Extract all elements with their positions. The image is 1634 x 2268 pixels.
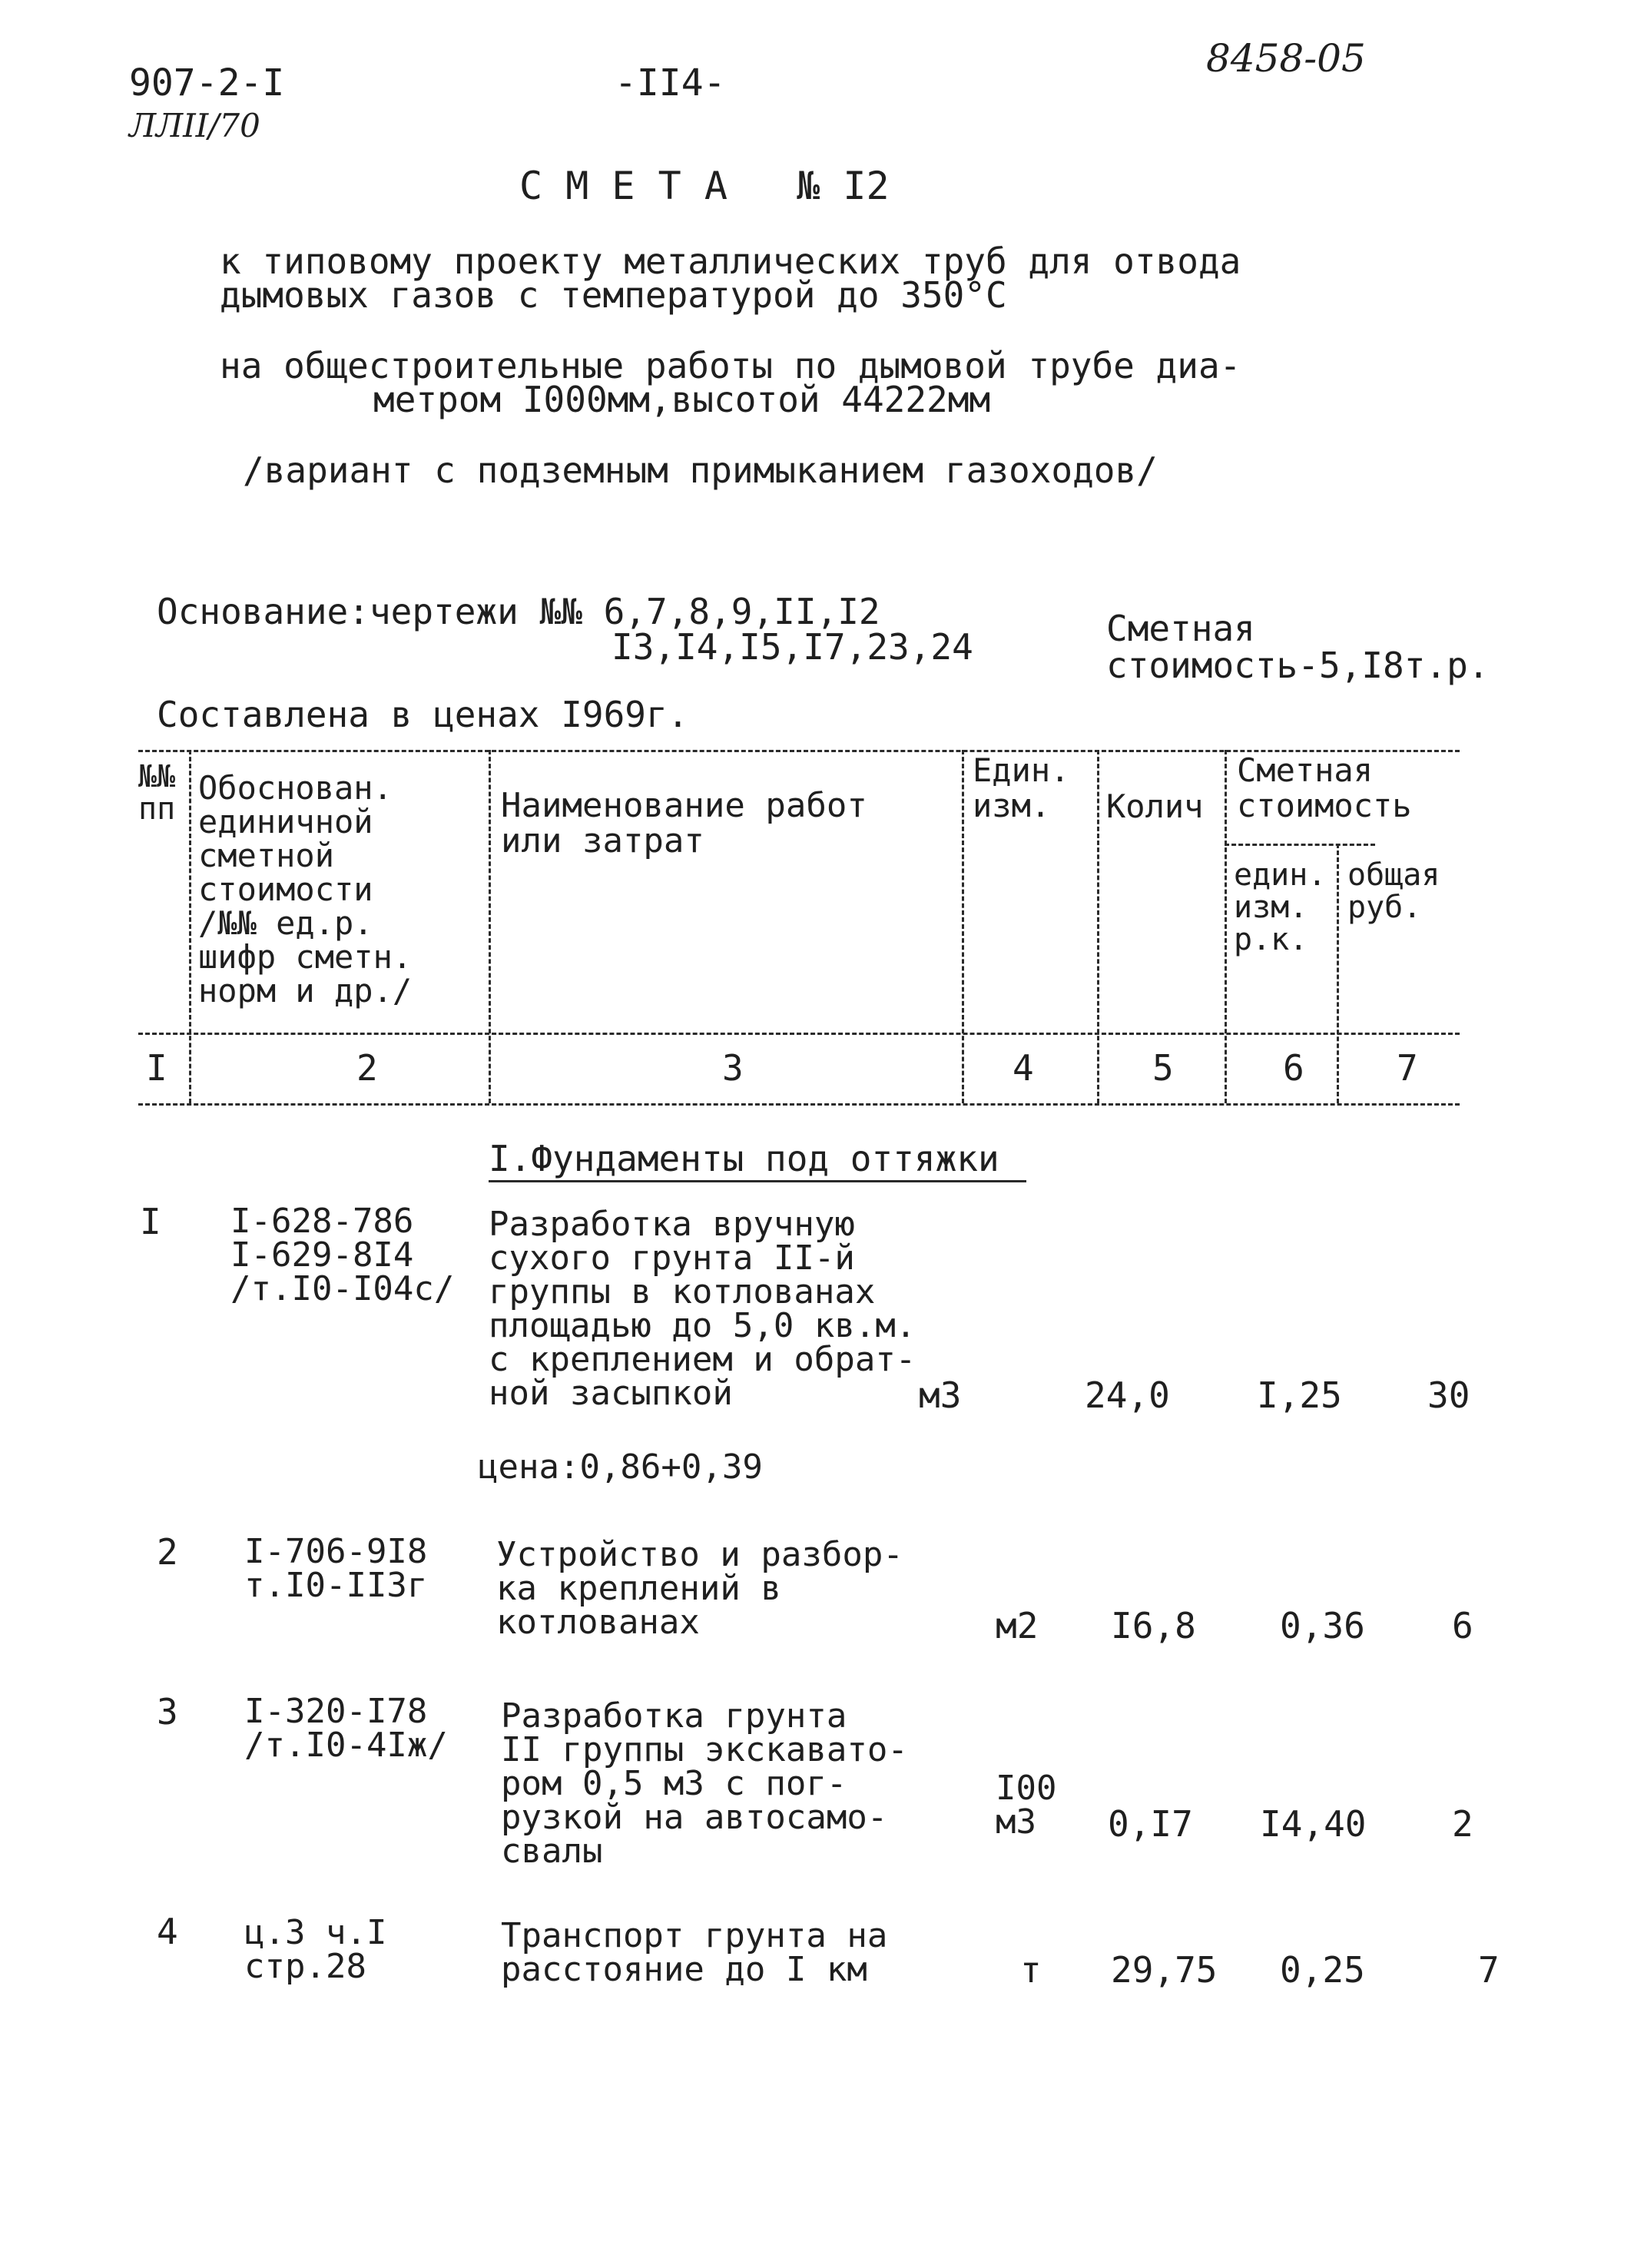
row-total: 2 xyxy=(1452,1803,1473,1845)
basis-line-2: I3,I4,I5,I7,23,24 xyxy=(612,626,973,668)
doc-subcode: ЛЛII/70 xyxy=(129,107,260,144)
row-basis: ц.3 ч.I стр.28 xyxy=(244,1913,387,1986)
row-num: I xyxy=(140,1201,161,1242)
row-work-name: Разработка грунта II группы экскавато- ром 0,5 м3 с пог- рузкой на автосамо- свалы xyxy=(501,1696,908,1871)
row-unit-cost: I,25 xyxy=(1257,1374,1342,1416)
col-number-7: 7 xyxy=(1397,1047,1418,1089)
section-title: I.Фундаменты под оттяжки xyxy=(489,1138,999,1179)
title-line-3: на общестроительные работы по дымовой трубе диа- xyxy=(220,345,1241,386)
row-work-name: Транспорт грунта на расстояние до I км xyxy=(501,1916,888,1989)
header-quantity: Колич xyxy=(1106,788,1204,825)
col-number-4: 4 xyxy=(1013,1047,1034,1089)
row-total: 6 xyxy=(1452,1605,1473,1646)
header-unit-cost: един. изм. р.к. xyxy=(1234,857,1327,957)
row-num: 4 xyxy=(157,1911,178,1952)
header-unit: Един. изм. xyxy=(973,751,1070,824)
row-basis: I-320-I78 /т.I0-4Iж/ xyxy=(244,1692,448,1765)
title-line-1: к типовому проекту металлических труб для отвода xyxy=(220,240,1241,282)
page-title: С М Е Т А № I2 xyxy=(519,164,890,208)
header-num: №№ пп xyxy=(138,759,176,827)
row-unit: м3 xyxy=(919,1374,962,1416)
row-basis: I-628-786 I-629-8I4 /т.I0-I04с/ xyxy=(230,1202,455,1308)
header-estimated-cost: Сметная стоимость xyxy=(1237,751,1412,824)
col-number-1: I xyxy=(146,1047,167,1089)
row-unit: I00 м3 xyxy=(996,1769,1057,1842)
col-divider-5 xyxy=(1225,750,1227,1103)
row-unit: т xyxy=(1020,1949,1042,1991)
col-divider-1 xyxy=(189,750,191,1103)
page-number: -II4- xyxy=(615,61,726,104)
col-number-3: 3 xyxy=(722,1047,744,1089)
row-price-note: цена:0,86+0,39 xyxy=(478,1447,763,1487)
row-num: 2 xyxy=(157,1531,178,1573)
row-work-name: Устройство и разбор- ка креплений в котлованах xyxy=(496,1535,903,1642)
cost-subheader-rule xyxy=(1225,844,1375,846)
row-total: 7 xyxy=(1478,1949,1500,1991)
title-line-2: дымовых газов с температурой до 350°С xyxy=(220,274,1007,316)
row-unit: м2 xyxy=(996,1605,1039,1646)
col-divider-6 xyxy=(1337,844,1339,1103)
row-quantity: I6,8 xyxy=(1111,1605,1196,1646)
col-divider-3 xyxy=(962,750,964,1103)
table-header-rule xyxy=(138,1033,1460,1035)
header-total-cost: общая руб. xyxy=(1347,857,1440,925)
estimated-cost-value: стоимость-5,I8т.р. xyxy=(1106,645,1490,686)
title-line-4: метром I000мм,высотой 44222мм xyxy=(373,379,991,420)
estimated-cost-label: Сметная xyxy=(1106,608,1255,649)
row-unit-cost: 0,36 xyxy=(1280,1605,1365,1646)
title-line-5: /вариант с подземным примыканием газоходов/ xyxy=(243,449,1158,491)
row-total: 30 xyxy=(1427,1374,1470,1416)
section-title-underline xyxy=(489,1180,1026,1182)
archive-number: 8458-05 xyxy=(1206,36,1366,81)
basis-line-1: Основание:чертежи №№ 6,7,8,9,II,I2 xyxy=(157,591,880,632)
header-basis: Обоснован. единичной сметной стоимости /№№ ед.р. шифр сметн. норм и др./ xyxy=(198,769,413,1010)
row-unit-cost: I4,40 xyxy=(1260,1803,1367,1845)
row-quantity: 0,I7 xyxy=(1108,1803,1193,1845)
col-number-6: 6 xyxy=(1283,1047,1304,1089)
row-quantity: 29,75 xyxy=(1111,1949,1218,1991)
col-divider-4 xyxy=(1097,750,1099,1103)
row-quantity: 24,0 xyxy=(1085,1374,1170,1416)
col-divider-2 xyxy=(489,750,491,1103)
price-basis: Составлена в ценах I969г. xyxy=(157,694,689,735)
table-number-rule xyxy=(138,1103,1460,1106)
header-work-name: Наименование работ или затрат xyxy=(501,786,867,860)
row-unit-cost: 0,25 xyxy=(1280,1949,1365,1991)
row-basis: I-706-9I8 т.I0-II3г xyxy=(244,1532,428,1605)
col-number-2: 2 xyxy=(356,1047,378,1089)
doc-code: 907-2-I xyxy=(129,61,285,104)
row-num: 3 xyxy=(157,1691,178,1732)
col-number-5: 5 xyxy=(1152,1047,1174,1089)
row-work-name: Разработка вручную сухого грунта II-й группы в котлованах площадью до 5,0 кв.м. с креплением и обрат- ной засыпкой xyxy=(489,1205,916,1413)
